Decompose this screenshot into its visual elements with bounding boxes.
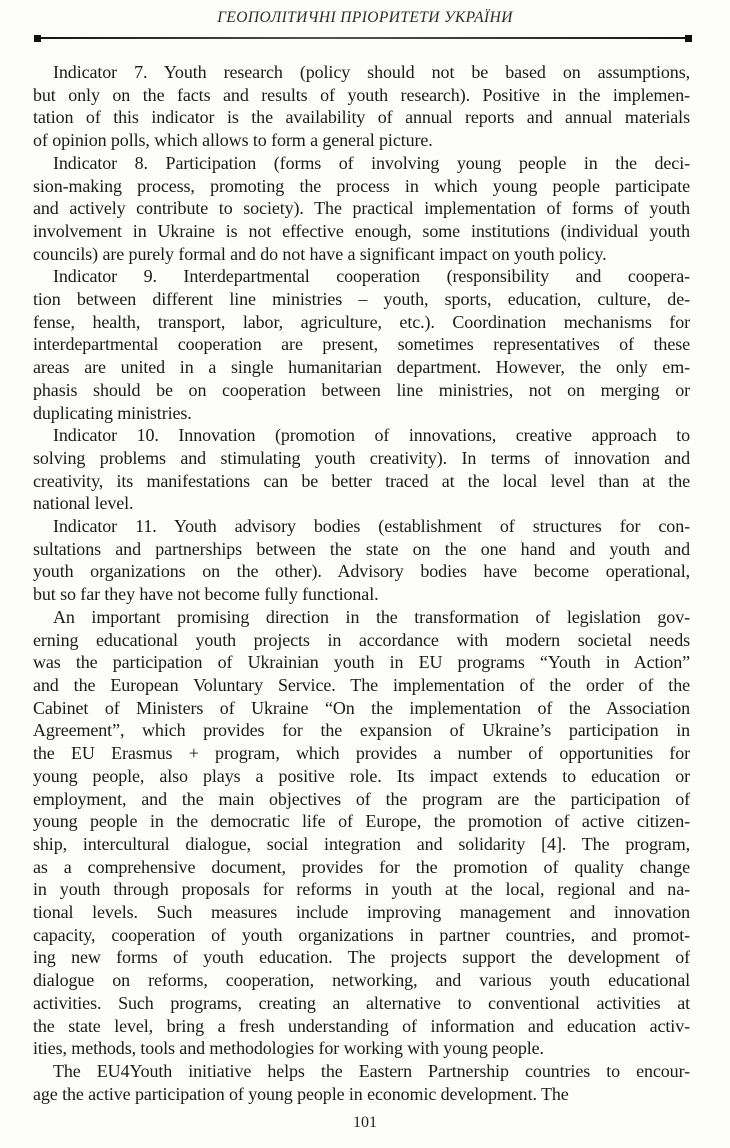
text-line: Indicator 11. Youth advisory bodies (establishment of structures for con- (53, 516, 690, 537)
text-line: but only on the facts and results of youth research). Positive in the implemen- (33, 84, 690, 105)
text-line: interdepartmental cooperation are present, sometimes representatives of these (33, 334, 690, 355)
text-line: in youth through proposals for reforms in youth at the local, regional and na- (33, 879, 690, 900)
text-line: employment, and the main objectives of the program are the participation of (33, 788, 690, 809)
text-line: age the active participation of young people in economic development. The (33, 1083, 569, 1104)
text-line: phasis should be on cooperation between line ministries, not on merging or (33, 379, 690, 400)
text-line: young people in the democratic life of Europe, the promotion of active citizen- (33, 811, 690, 832)
text-line: tation of this indicator is the availability of annual reports and annual materials (33, 107, 690, 128)
text-line: tional levels. Such measures include improving management and innovation (33, 902, 690, 923)
paragraph (33, 265, 690, 424)
running-header: ГЕОПОЛІТИЧНІ ПРІОРИТЕТИ УКРАЇНИ (217, 9, 513, 26)
text-line: of opinion polls, which allows to form a general picture. (33, 130, 433, 151)
text-line: Cabinet of Ministers of Ukraine “On the implementation of the Association (33, 697, 690, 718)
text-line: Agreement”, which provides for the expansion of Ukraine’s participation in (33, 720, 690, 741)
text-line: areas are united in a single humanitarian department. However, the only em- (33, 357, 690, 378)
text-line: fense, health, transport, labor, agriculture, etc.). Coordination mechanisms for (33, 311, 690, 332)
text-line: duplicating ministries. (33, 402, 192, 423)
paragraph (33, 61, 690, 152)
text-line: councils) are purely formal and do not have a significant impact on youth policy. (33, 243, 607, 264)
paragraph (33, 1060, 690, 1105)
paragraph (33, 515, 690, 606)
text-line: and actively contribute to society). The practical implementation of forms of youth (33, 198, 690, 219)
text-line: sultations and partnerships between the state on the one hand and youth and (33, 538, 690, 559)
text-line: erning educational youth projects in accordance with modern societal needs (33, 629, 690, 650)
text-line: youth organizations on the other). Advisory bodies have become operational, (33, 561, 690, 582)
text-line: ship, intercultural dialogue, social integration and solidarity [4]. The program, (33, 833, 690, 854)
text-line: the state level, bring a fresh understanding of information and education activ- (33, 1015, 690, 1036)
text-line: Indicator 8. Participation (forms of involving young people in the deci- (53, 152, 690, 173)
text-line: solving problems and stimulating youth creativity). In terms of innovation and (33, 447, 690, 468)
text-line: was the participation of Ukrainian youth in EU programs “Youth in Action” (33, 652, 690, 673)
text-line: ing new forms of youth education. The projects support the development of (33, 947, 690, 968)
text-line: as a comprehensive document, provides for the promotion of quality change (33, 856, 690, 877)
text-line: dialogue on reforms, cooperation, networking, and various youth educational (33, 970, 690, 991)
paragraph (33, 152, 690, 266)
text-line: ities, methods, tools and methodologies for working with young people. (33, 1038, 544, 1059)
body-text (33, 61, 690, 1105)
text-line: capacity, cooperation of youth organizations in partner countries, and promot- (33, 924, 690, 945)
text-line: tion between different line ministries – youth, sports, education, culture, de- (33, 289, 690, 310)
text-line: sion-making process, promoting the process in which young people participate (33, 175, 690, 196)
page-number: 101 (353, 1114, 377, 1131)
text-line: but so far they have not become fully functional. (33, 584, 379, 605)
text-line: activities. Such programs, creating an alternative to conventional activities at (33, 992, 690, 1013)
text-line: young people, also plays a positive role. Its impact extends to education or (33, 765, 690, 786)
text-line: Indicator 10. Innovation (promotion of innovations, creative approach to (53, 425, 690, 446)
text-line: An important promising direction in the transformation of legislation gov- (53, 606, 690, 627)
header-rule (36, 37, 690, 39)
text-line: Indicator 9. Interdepartmental cooperation (responsibility and coopera- (53, 266, 690, 287)
text-line: and the European Voluntary Service. The implementation of the order of the (33, 674, 690, 695)
text-line: Indicator 7. Youth research (policy should not be based on assumptions, (53, 62, 690, 82)
text-line: involvement in Ukraine is not effective enough, some institutions (individual youth (33, 220, 690, 241)
text-line: the EU Erasmus + program, which provides a number of opportunities for (33, 743, 690, 764)
text-line: The EU4Youth initiative helps the Eastern Partnership countries to encour- (53, 1060, 690, 1081)
paragraph (33, 424, 690, 515)
text-line: creativity, its manifestations can be better traced at the local level than at the (33, 470, 690, 491)
paragraph (33, 606, 690, 1060)
text-line: national level. (33, 493, 134, 514)
